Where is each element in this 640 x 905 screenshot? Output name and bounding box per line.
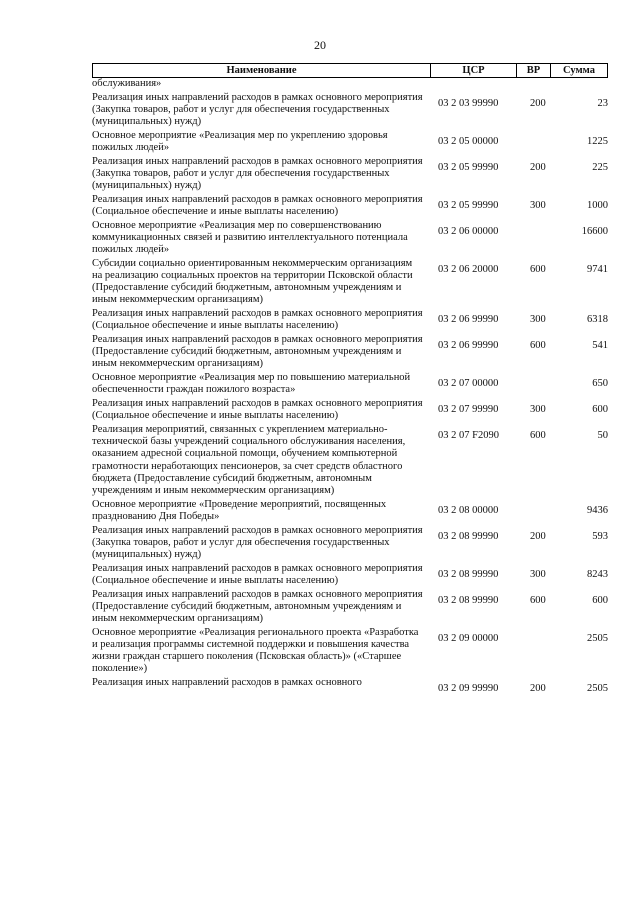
row-sum: 9741 xyxy=(587,263,608,275)
row-name: Реализация иных направлений расходов в рамках основного мероприятия (Закупка товаров, работ и услуг для обеспечения государственных (муниципальных) нужд) xyxy=(92,524,423,561)
row-vr: 200 xyxy=(530,683,546,695)
row-name: Основное мероприятие «Реализация мер по укреплению здоровья пожилых людей» xyxy=(92,129,388,154)
row-sum: 16600 xyxy=(581,225,608,237)
table-row xyxy=(92,424,608,497)
row-vr: 300 xyxy=(530,199,546,211)
table-row xyxy=(92,92,608,129)
row-sum xyxy=(560,78,608,90)
row-csr: 03 2 07 F2090 xyxy=(438,429,499,441)
table-row xyxy=(92,589,608,626)
row-vr xyxy=(530,78,560,90)
row-vr: 600 xyxy=(530,340,546,352)
table-row xyxy=(92,563,608,587)
row-sum: 8243 xyxy=(587,568,608,580)
row-csr: 03 2 08 99990 xyxy=(438,530,499,542)
row-name: Реализация иных направлений расходов в рамках основного мероприятия (Предоставление субсидий бюджетным, автономным учреждениям и иным некоммерческим организациям) xyxy=(92,588,423,625)
row-name: Реализация иных направлений расходов в рамках основного мероприятия (Социальное обеспечение и иные выплаты населению) xyxy=(92,398,423,422)
header-csr: ЦСР xyxy=(431,64,517,77)
row-csr xyxy=(430,78,530,90)
table-row xyxy=(92,194,608,218)
row-csr: 03 2 08 99990 xyxy=(438,568,499,580)
row-sum: 2505 xyxy=(587,683,608,695)
row-name: Реализация мероприятий, связанных с укреплением материально-технической базы учреждений социального обслуживания населения, оказанием адресной социальной помощи, обучением компьютерной грамотности неработающих пенсионеров, за счет средств областного бюджета (Предоставление субсидий бюджетным, автономным учреждениям и иным некоммерческим организациям) xyxy=(92,423,406,496)
row-csr: 03 2 05 99990 xyxy=(438,161,499,173)
row-csr: 03 2 09 00000 xyxy=(438,632,499,644)
row-vr: 300 xyxy=(530,404,546,416)
row-csr: 03 2 05 99990 xyxy=(438,199,499,211)
row-sum: 50 xyxy=(597,429,608,441)
table-row xyxy=(92,220,608,257)
row-csr: 03 2 06 00000 xyxy=(438,225,499,237)
row-name: Основное мероприятие «Реализация мер по повышению материальной обеспеченности граждан пожилого возраста» xyxy=(92,372,411,396)
row-csr: 03 2 06 99990 xyxy=(438,314,499,326)
row-vr xyxy=(530,220,560,257)
row-name: Основное мероприятие «Реализация мер по совершенствованию коммуникационных связей и развитию интеллектуального потенциала пожилых людей» xyxy=(92,219,408,256)
row-csr: 03 2 08 00000 xyxy=(438,504,499,516)
header-vr: ВР xyxy=(517,64,551,77)
table-row xyxy=(92,677,608,695)
table-row xyxy=(92,398,608,422)
row-sum: 23 xyxy=(597,97,608,109)
table-row xyxy=(92,308,608,332)
row-vr xyxy=(530,627,560,676)
row-sum: 593 xyxy=(592,530,608,542)
table-row xyxy=(92,372,608,396)
row-sum: 541 xyxy=(592,340,608,352)
row-sum: 1225 xyxy=(587,135,608,147)
row-csr: 03 2 09 99990 xyxy=(438,683,499,695)
row-vr: 300 xyxy=(530,568,546,580)
row-csr: 03 2 08 99990 xyxy=(438,594,499,606)
table-row xyxy=(92,258,608,307)
row-sum: 650 xyxy=(592,378,608,390)
row-name: Реализация иных направлений расходов в рамках основного мероприятия (Предоставление субсидий бюджетным, автономным учреждениям и иным некоммерческим организациям) xyxy=(92,334,423,370)
row-vr xyxy=(530,499,560,523)
row-name: Реализация иных направлений расходов в рамках основного мероприятия (Социальное обеспечение и иные выплаты населению) xyxy=(92,562,423,586)
table-row xyxy=(92,627,608,676)
row-name: Реализация иных направлений расходов в рамках основного мероприятия (Социальное обеспечение и иные выплаты населению) xyxy=(92,308,423,332)
row-vr: 200 xyxy=(530,97,546,109)
row-name: обслуживания» xyxy=(92,78,162,89)
row-vr xyxy=(530,372,560,396)
row-name: Реализация иных направлений расходов в рамках основного xyxy=(92,677,362,689)
table-row xyxy=(92,130,608,154)
row-vr: 200 xyxy=(530,530,546,542)
row-vr: 300 xyxy=(530,314,546,326)
row-vr: 600 xyxy=(530,263,546,275)
row-csr: 03 2 06 99990 xyxy=(438,340,499,352)
row-vr: 600 xyxy=(530,594,546,606)
row-sum: 600 xyxy=(592,594,608,606)
row-vr xyxy=(530,130,560,154)
table-row xyxy=(92,156,608,193)
row-sum: 2505 xyxy=(587,632,608,644)
row-csr: 03 2 03 99990 xyxy=(438,97,499,109)
row-name: Основное мероприятие «Проведение мероприятий, посвященных празднованию Дня Победы» xyxy=(92,498,387,522)
row-name: Реализация иных направлений расходов в рамках основного мероприятия (Закупка товаров, работ и услуг для обеспечения государственных (муниципальных) нужд) xyxy=(92,155,423,192)
row-sum: 1000 xyxy=(587,199,608,211)
row-sum: 6318 xyxy=(587,314,608,326)
row-name: Реализация иных направлений расходов в рамках основного мероприятия (Социальное обеспечение и иные выплаты населению) xyxy=(92,193,423,218)
row-csr: 03 2 05 00000 xyxy=(438,135,499,147)
table-header xyxy=(92,63,608,78)
row-csr: 03 2 06 20000 xyxy=(438,263,499,275)
row-vr: 200 xyxy=(530,161,546,173)
row-csr: 03 2 07 00000 xyxy=(438,378,499,390)
table-row xyxy=(92,499,608,523)
table-row xyxy=(92,78,608,90)
page-number: 20 xyxy=(314,38,326,52)
row-sum: 225 xyxy=(592,161,608,173)
header-name: Наименование xyxy=(93,64,431,77)
row-name: Основное мероприятие «Реализация регионального проекта «Разработка и реализация программы системной поддержки и повышения качества жизни граждан старшего поколения (Псковская область)» («Старшее поколение») xyxy=(92,626,419,675)
row-name: Реализация иных направлений расходов в рамках основного мероприятия (Закупка товаров, работ и услуг для обеспечения государственных (муниципальных) нужд) xyxy=(92,91,423,128)
row-vr: 600 xyxy=(530,429,546,441)
table-row xyxy=(92,525,608,562)
header-sum: Сумма xyxy=(563,65,595,76)
row-name: Субсидии социально ориентированным некоммерческим организациям на реализацию социальных проектов на территории Псковской области (Предоставление субсидий бюджетным, автономным учреждениям и иным некоммерческим организациям) xyxy=(92,257,413,306)
budget-table xyxy=(92,78,608,697)
row-csr: 03 2 07 99990 xyxy=(438,404,499,416)
row-sum: 9436 xyxy=(587,504,608,516)
table-row xyxy=(92,334,608,371)
row-sum: 600 xyxy=(592,404,608,416)
